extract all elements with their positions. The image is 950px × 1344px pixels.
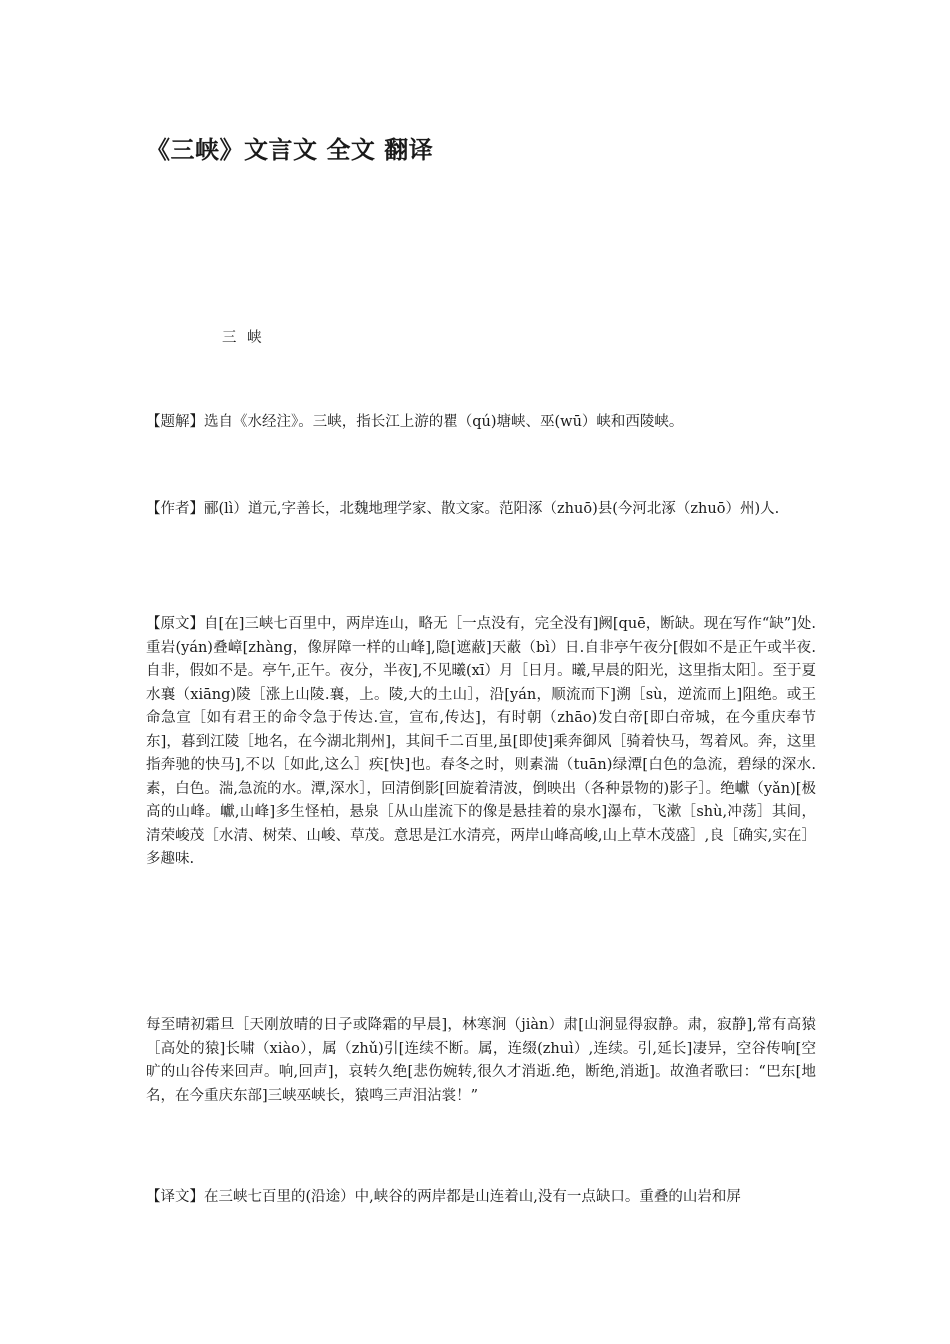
document-title: 《三峡》文言文 全文 翻译 <box>146 135 434 164</box>
paragraph-tijie: 【题解】选自《水经注》。三峡，指长江上游的瞿（qú)塘峡、巫(wū）峡和西陵峡。 <box>146 414 684 430</box>
paragraph-zuozhe: 【作者】郦(lì）道元,字善长，北魏地理学家、散文家。范阳涿（zhuō)县(今河北涿（zhuō）州)人. <box>146 501 780 517</box>
paragraph-yiwen: 【译文】在三峡七百里的(沿途）中,峡谷的两岸都是山连着山,没有一点缺口。重叠的山岩和屏 <box>146 1189 741 1205</box>
paragraph-yuanwen-continued: 每至晴初霜旦［天刚放晴的日子或降霜的早晨]，林寒涧（jiàn）肃[山涧显得寂静。肃，寂静],常有高猿［高处的猿]长啸（xiào），属（zhǔ)引[连续不断。属，连缀(zhuì）,连续。引,延长]凄异，空谷传响[空旷的山谷传来回声。响,回声]，哀转久绝[悲伤婉转,很久才消逝.绝，断绝,消逝]。故渔者歌曰：“巴东[地名，在今重庆东部]三峡巫峡长，猿鸣三声泪沾裳！” <box>146 1017 816 1104</box>
paragraph-yuanwen: 【原文】自[在]三峡七百里中，两岸连山，略无［一点没有，完全没有]阙[quē，断缺。现在写作“缺”]处.重岩(yán)叠嶂[zhàng，像屏障一样的山峰],隐[遮蔽]天蔽（bì）日.自非亭午夜分[假如不是正午或半夜.自非，假如不是。亭午,正午。夜分，半夜],不见曦(xī）月［日月。曦,早晨的阳光，这里指太阳］。至于夏水襄（xiāng)陵［涨上山陵.襄，上。陵,大的土山］，沿[yán，顺流而下]溯［sù，逆流而上]阻绝。或王命急宣［如有君王的命令急于传达.宣，宣布,传达]，有时朝（zhāo)发白帝[即白帝城，在今重庆奉节东]，暮到江陵［地名，在今湖北荆州]，其间千二百里,虽[即使]乘奔御风［骑着快马，驾着风。奔，这里指奔驰的快马],不以［如此,这么］疾[快]也。春冬之时，则素湍（tuān)绿潭[白色的急流，碧绿的深水.素，白色。湍,急流的水。潭,深水］，回清倒影[回旋着清波，倒映出（各种景物的)影子］。绝巘（yǎn)[极高的山峰。巘,山峰]多生怪柏，悬泉［从山崖流下的像是悬挂着的泉水]瀑布，飞漱［shù,冲荡］其间，清荣峻茂［水清、树荣、山峻、草茂。意思是江水清亮，两岸山峰高峻,山上草木茂盛］,良［确实,实在］多趣味. <box>146 616 816 867</box>
section-heading: 三 峡 <box>222 330 265 346</box>
